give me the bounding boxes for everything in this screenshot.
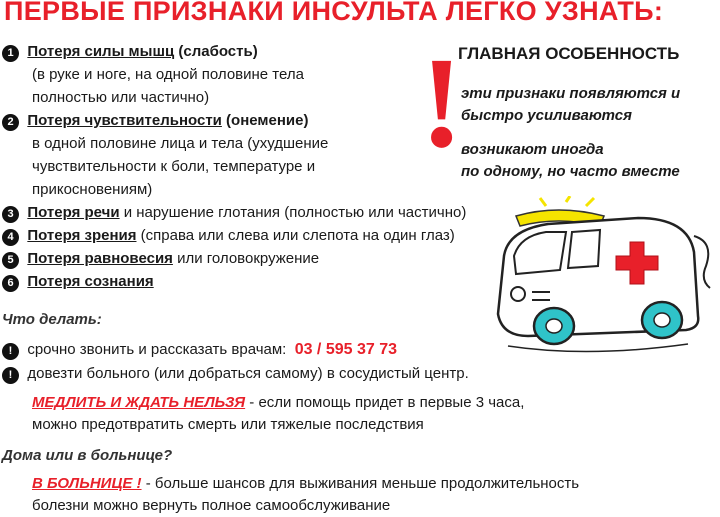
warning-line: [32, 391, 524, 414]
warning-rest: - если помощь придет в первые 3 часа,: [245, 394, 525, 411]
sign-title: Потеря зрения: [27, 227, 137, 244]
sign-rest: (справа или слева или слепота на один глаз): [136, 227, 455, 244]
number-2-icon: 2: [2, 114, 19, 131]
sign-item-4: [2, 224, 502, 247]
deliver-instruction: [2, 362, 469, 385]
sign-item-5: [2, 247, 502, 270]
number-4-icon: 4: [2, 229, 19, 246]
sign-title: Потеря сознания: [27, 273, 154, 290]
hospital-rest: - больше шансов для выживания меньше продолжительность: [141, 475, 580, 492]
what-to-do-heading: Что делать:: [2, 311, 102, 328]
sign-detail: (в руке и ноге, на одной половине тела: [32, 66, 304, 83]
main-feature-heading: ГЛАВНАЯ ОСОБЕННОСТЬ: [458, 44, 680, 63]
number-6-icon: 6: [2, 275, 19, 292]
phone-number: 03 / 595 37 73: [294, 341, 397, 358]
sign-item-6: [2, 270, 502, 293]
exclamation-icon: !: [2, 343, 19, 360]
main-feature-note: эти признаки появляются и: [461, 85, 681, 102]
main-feature-note: по одному, но часто вместе: [461, 163, 680, 180]
exclamation-mark-icon: !: [420, 31, 464, 175]
page-title: ПЕРВЫЕ ПРИЗНАКИ ИНСУЛЬТА ЛЕГКО УЗНАТЬ:: [4, 0, 664, 26]
sign-detail: прикосновениям): [32, 181, 153, 198]
sign-title: Потеря речи: [27, 204, 120, 221]
ambulance-icon: [488, 196, 714, 358]
warning-line-2: можно предотвратить смерть или тяжелые последствия: [32, 416, 424, 433]
warning-label: МЕДЛИТЬ И ЖДАТЬ НЕЛЬЗЯ: [32, 394, 246, 411]
number-3-icon: 3: [2, 206, 19, 223]
hospital-label: В БОЛЬНИЦЕ !: [32, 475, 142, 492]
home-or-hospital-heading: Дома или в больнице?: [2, 447, 173, 464]
sign-detail: в одной половине лица и тела (ухудшение: [32, 135, 329, 152]
sign-item-3: [2, 201, 502, 224]
sign-rest: или головокружение: [172, 250, 320, 267]
sign-rest: и нарушение глотания (полностью или частично): [119, 204, 467, 221]
main-feature-note: возникают иногда: [461, 141, 604, 158]
main-feature-note: быстро усиливаются: [461, 107, 632, 124]
sign-title: Потеря чувствительности: [27, 112, 222, 129]
number-1-icon: 1: [2, 45, 19, 62]
sign-rest: (онемение): [221, 112, 309, 129]
sign-detail: чувствительности к боли, температуре и: [32, 158, 316, 175]
sign-rest: (слабость): [174, 43, 258, 60]
call-instruction: [2, 338, 397, 361]
number-5-icon: 5: [2, 252, 19, 269]
sign-title: Потеря силы мышц: [27, 43, 175, 60]
call-text: срочно звонить и рассказать врачам:: [27, 341, 287, 358]
exclamation-icon: !: [2, 367, 19, 384]
hospital-line: [32, 472, 579, 495]
hospital-line-2: болезни можно вернуть полное самообслуживание: [32, 497, 391, 514]
deliver-text: довезти больного (или добраться самому) в сосудистый центр.: [27, 365, 469, 382]
sign-detail: полностью или частично): [32, 89, 210, 106]
sign-title: Потеря равновесия: [27, 250, 173, 267]
